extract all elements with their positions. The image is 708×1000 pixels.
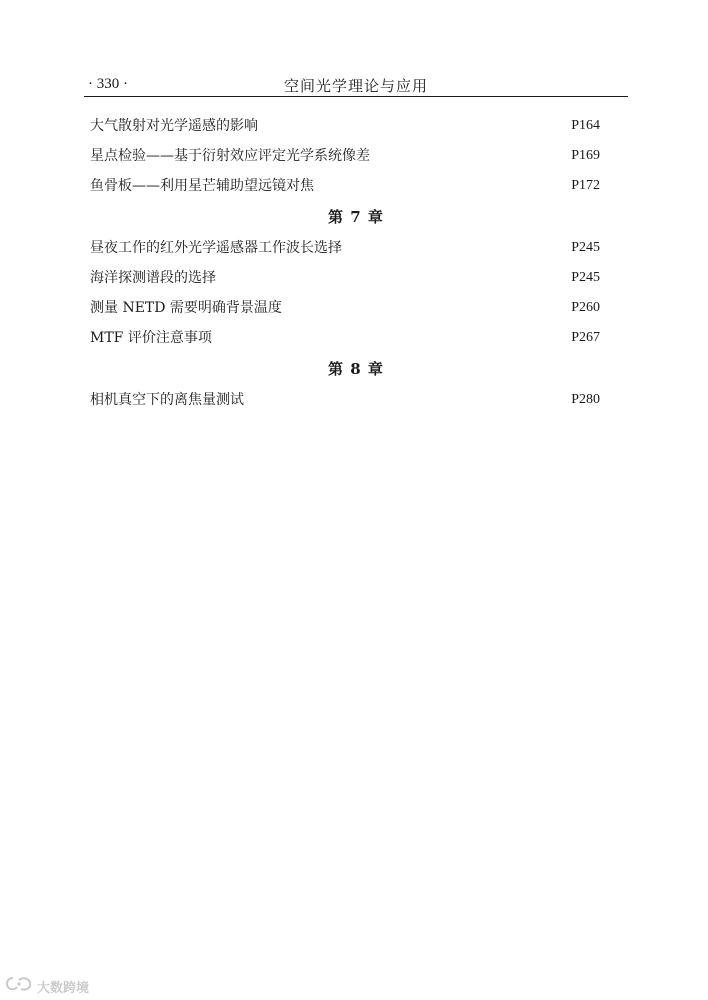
toc-entry — [90, 268, 600, 288]
toc-entry-title: 昼夜工作的红外光学遥感器工作波长选择 — [90, 240, 342, 256]
page-number: · 330 · — [88, 76, 128, 92]
toc-entry — [90, 116, 600, 136]
chapter-heading: 第 8 章 — [328, 360, 384, 378]
watermark — [4, 975, 89, 997]
toc-entry-title: MTF 评价注意事项 — [90, 330, 212, 346]
toc-entry — [90, 176, 600, 196]
toc-entry-title: 测量 NETD 需要明确背景温度 — [90, 300, 282, 316]
watermark-text: 大数跨境 — [37, 980, 90, 996]
chapter-heading: 第 7 章 — [328, 208, 384, 226]
toc-entry-page: P164 — [571, 118, 600, 133]
toc-entry-page: P267 — [571, 330, 600, 345]
toc-entry-title: 海洋探测谱段的选择 — [90, 270, 216, 286]
running-head — [84, 74, 628, 96]
toc-entry-page: P172 — [571, 178, 600, 193]
toc-entry — [90, 328, 600, 348]
toc-entry — [90, 146, 600, 166]
toc-entry — [90, 238, 600, 258]
toc-entry-title: 鱼骨板——利用星芒辅助望远镜对焦 — [90, 178, 314, 194]
toc-entry-title: 大气散射对光学遥感的影响 — [90, 118, 258, 134]
logo-icon — [4, 975, 34, 997]
toc-entry-page: P280 — [571, 392, 600, 407]
toc-entry-page: P245 — [571, 240, 600, 255]
toc-entry-title: 相机真空下的离焦量测试 — [90, 392, 244, 408]
toc-entry-title: 星点检验——基于衍射效应评定光学系统像差 — [90, 148, 370, 164]
toc-entry-page: P260 — [571, 300, 600, 315]
toc-entry — [90, 298, 600, 318]
toc-entry-page: P245 — [571, 270, 600, 285]
toc-entry-page: P169 — [571, 148, 600, 163]
book-title: 空间光学理论与应用 — [283, 77, 428, 95]
header-rule — [84, 96, 628, 97]
toc-entry — [90, 390, 600, 410]
